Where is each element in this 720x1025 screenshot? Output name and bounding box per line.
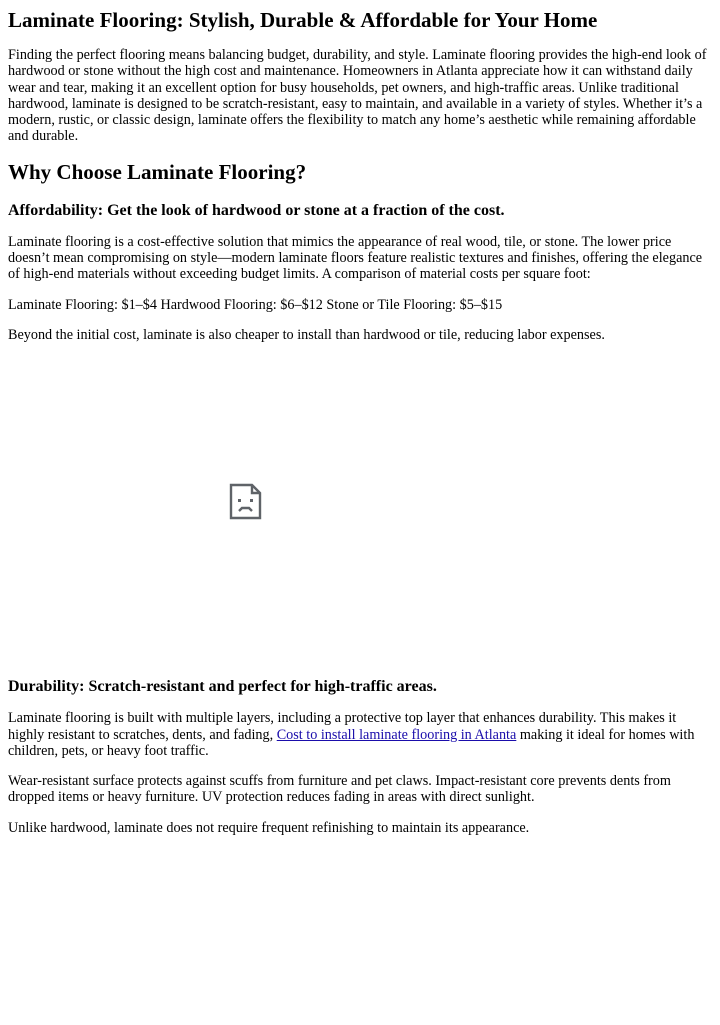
durability-heading: Durability: Scratch-resistant and perfect for high-traffic areas. [8, 678, 437, 696]
cost-comparison: Laminate Flooring: $1–$4 Hardwood Flooring: $6–$12 Stone or Tile Flooring: $5–$15 [8, 296, 503, 313]
install-cost-paragraph: Beyond the initial cost, laminate is also cheaper to install than hardwood or tile, reducing labor expenses. [8, 326, 605, 343]
durability-paragraph [8, 710, 712, 759]
durability-text-start: Laminate flooring is built with multiple layers, including a protective top layer that enhances durability. This makes it highly resistant to scratches, dents, and fading, [8, 710, 677, 743]
durability-text-end: making it ideal for homes with children, pets, or heavy foot traffic. [8, 726, 695, 759]
resistance-features-paragraph: Wear-resistant surface protects against scuffs from furniture and pet claws. Impact-resistant core prevents dents from dropped items or heavy furniture. UV protection reduces fading in areas with direct sunlight. [8, 773, 671, 806]
install-cost-link[interactable]: Cost to install laminate flooring in Atlanta [276, 726, 517, 743]
why-heading: Why Choose Laminate Flooring? [8, 159, 307, 184]
article [0, 8, 720, 836]
affordability-heading: Affordability: Get the look of hardwood or stone at a fraction of the cost. [8, 201, 505, 219]
affordability-paragraph: Laminate flooring is a cost-effective solution that mimics the appearance of real wood, tile, or stone. The lower price doesn’t mean compromising on style—modern laminate floors feature realistic textures and finishes, offering the elegance of high-end materials without exceeding budget limits. A comparison of material costs per square foot: [8, 233, 703, 283]
page-title: Laminate Flooring: Stylish, Durable & Affordable for Your Home [8, 8, 598, 32]
intro-paragraph: Finding the perfect flooring means balancing budget, durability, and style. Laminate flooring provides the high-end look of hardwood or stone without the high cost and maintenance. Homeowners in Atlanta appreciate how it can withstand daily wear and tear, making it an excellent option for busy households, pet owners, and high-traffic areas. Unlike traditional hardwood, laminate is designed to be scratch-resistant, easy to maintain, and available in a variety of styles. Whether it’s a modern, rustic, or classic design, laminate offers the flexibility to match any home’s aesthetic while remaining affordable and durable. [8, 47, 707, 145]
refinishing-paragraph: Unlike hardwood, laminate does not require frequent refinishing to maintain its appearance. [8, 819, 530, 836]
broken-image-icon [228, 482, 264, 522]
article-image [8, 346, 712, 660]
